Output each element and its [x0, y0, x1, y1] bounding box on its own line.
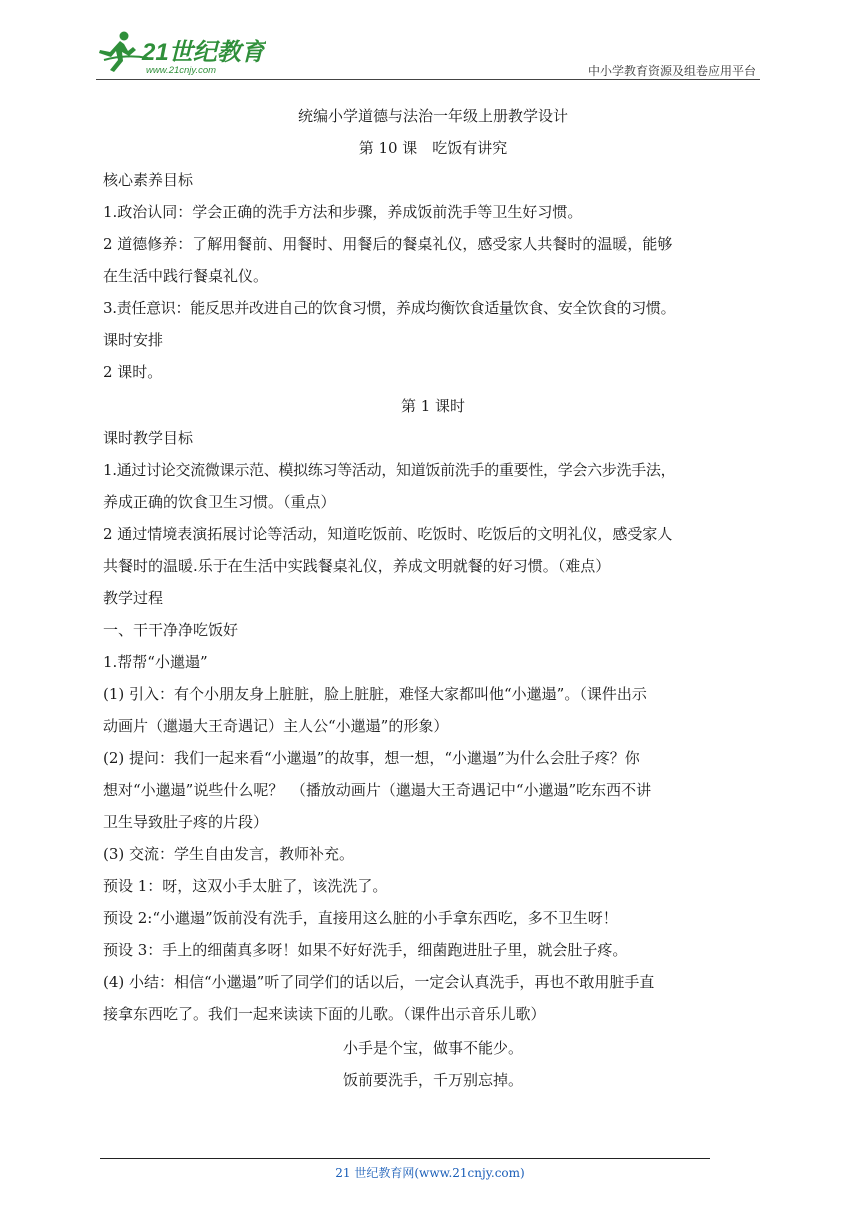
body-line: 卫生导致肚子疼的片段） [103, 813, 269, 831]
body-line: 在生活中践行餐桌礼仪。 [103, 267, 269, 285]
body-line: (1) 引入：有个小朋友身上脏脏，脸上脏脏，难怪大家都叫他“小邋遢”。（课件出示 [103, 685, 647, 703]
body-line: 2 通过情境表演拓展讨论等活动，知道吃饭前、吃饭时、吃饭后的文明礼仪，感受家人 [103, 525, 673, 543]
section-heading-process: 教学过程 [103, 589, 164, 607]
lesson-period-heading: 第 1 课时 [400, 397, 466, 415]
body-line: 共餐时的温暖.乐于在生活中实践餐桌礼仪，养成文明就餐的好习惯。（难点） [103, 557, 611, 575]
document-title: 统编小学道德与法治一年级上册教学设计 [297, 107, 568, 125]
body-line: 一、干干净净吃饭好 [103, 621, 239, 639]
body-line: 2 课时。 [103, 363, 163, 381]
poem-line: 小手是个宝，做事不能少。 [342, 1039, 523, 1057]
body-line: 养成正确的饮食卫生习惯。（重点） [103, 493, 336, 511]
lesson-title: 第 10 课 吃饭有讲究 [358, 139, 508, 157]
body-line: 2 道德修养：了解用餐前、用餐时、用餐后的餐桌礼仪，感受家人共餐时的温暖，能够 [103, 235, 673, 253]
body-line: 预设 2:“小邋遢”饭前没有洗手，直接用这么脏的小手拿东西吃，多不卫生呀！ [103, 909, 618, 927]
body-line: 1.通过讨论交流微课示范、模拟练习等活动，知道饭前洗手的重要性，学会六步洗手法， [103, 461, 676, 479]
section-heading-core-goals: 核心素养目标 [103, 171, 194, 189]
svg-text:www.21cnjy.com: www.21cnjy.com [146, 65, 217, 76]
svg-text:21世纪教育: 21世纪教育 [142, 39, 265, 66]
body-line: 1.帮帮“小邋遢” [103, 653, 208, 671]
body-line: (2) 提问：我们一起来看“小邋遢”的故事，想一想，“小邋遢”为什么会肚子疼？你 [103, 749, 640, 767]
runner-logo-icon [96, 30, 266, 78]
footer-link[interactable]: 21 世纪教育网(www.21cnjy.com) [335, 1166, 525, 1180]
page-header [0, 0, 860, 84]
body-line: 想对“小邋遢”说些什么呢？ （播放动画片（邋遢大王奇遇记中“小邋遢”吃东西不讲 [103, 781, 652, 799]
body-line: 接拿东西吃了。我们一起来读读下面的儿歌。（课件出示音乐儿歌） [103, 1005, 546, 1023]
body-line: (3) 交流：学生自由发言，教师补充。 [103, 845, 355, 863]
section-heading-objectives: 课时教学目标 [103, 429, 194, 447]
section-heading-schedule: 课时安排 [103, 331, 164, 349]
lesson-plan-body [103, 100, 763, 1096]
poem-line: 饭前要洗手，千万别忘掉。 [342, 1071, 523, 1089]
body-line: (4) 小结：相信“小邋遢”听了同学们的话以后，一定会认真洗手，再也不敢用脏手直 [103, 973, 655, 991]
body-line: 预设 3：手上的细菌真多呀！如果不好好洗手，细菌跑进肚子里，就会肚子疼。 [103, 941, 628, 959]
footer-divider [100, 1158, 710, 1159]
21cnjy-logo [96, 30, 266, 78]
header-divider [96, 79, 760, 80]
platform-name: 中小学教育资源及组卷应用平台 [587, 64, 756, 78]
body-line: 1.政治认同：学会正确的洗手方法和步骤，养成饭前洗手等卫生好习惯。 [103, 203, 583, 221]
body-line: 3.责任意识：能反思并改进自己的饮食习惯，养成均衡饮食适量饮食、安全饮食的习惯。 [103, 299, 676, 317]
body-line: 预设 1：呀，这双小手太脏了，该洗洗了。 [103, 877, 388, 895]
body-line: 动画片（邋遢大王奇遇记）主人公“小邋遢”的形象） [103, 717, 449, 735]
